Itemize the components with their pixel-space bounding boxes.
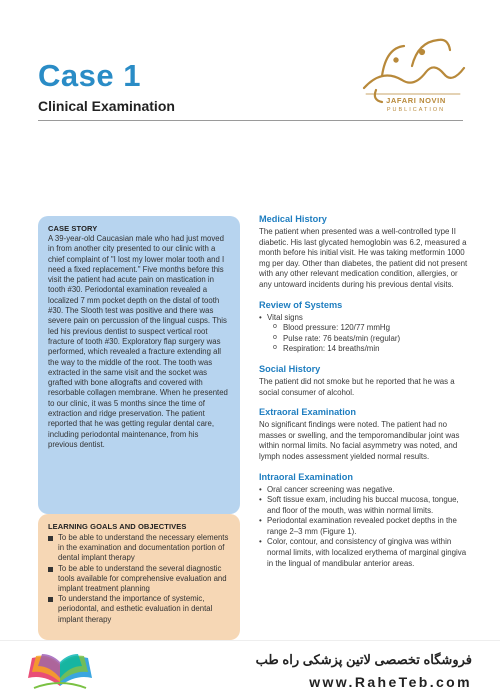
case-story-text: A 39-year-old Caucasian male who had just moved in from another city presented to our clinic with a chief complaint of "I lost my lower molar tooth and I need a fixed replacement." Five months before this visit the patient had acute pain on mastication in tooth #30. Periodontal examination revealed a localized 7 mm pocket depth on the distal of tooth #30. The Slooth test was positive and there was severe pain on percussion of the lingual cusps. This led his previous dentist to suspect vertical root fracture of tooth #30. Exploratory flap surgery was performed, which revealed a fracture extending all the way to the middle of the root. The tooth was extracted in the same visit and the socket was grafted with bone allografts and covered with resorbable collagen membrane. When he presented to our clinic, it was 5 months since the time of extraction and ridge preservation. The patient reported that he was getting regular dental care, including periodontal maintenance, from his previous dentist. <box>48 234 228 449</box>
logo-publication: PUBLICATION <box>386 107 446 113</box>
extraoral-exam-section <box>259 407 471 462</box>
section-heading: Intraoral Examination <box>259 471 353 482</box>
vital-signs-label: Vital signs <box>267 312 303 322</box>
sub-list-item: o Pulse rate: 76 beats/min (regular) <box>267 334 471 345</box>
social-history-section <box>259 364 471 398</box>
review-of-systems-section <box>259 300 471 355</box>
list-item: • Periodontal examination revealed pocket depths in the range 2–3 mm (Figure 1). <box>259 516 471 537</box>
list-item: • Oral cancer screening was negative. <box>259 485 471 496</box>
section-text: The patient did not smoke but he reported that he was a social consumer of alcohol. <box>259 376 455 397</box>
case-title: Case 1 <box>38 58 141 93</box>
learning-goals-box <box>38 514 240 640</box>
goal-item: To be able to understand the several diagnostic tools available for comprehensive evaluation and implant treatment planning <box>48 564 230 595</box>
right-column <box>259 214 471 578</box>
logo-name: JAFARI NOVIN <box>386 96 446 105</box>
title-divider <box>38 120 463 121</box>
bullet-list <box>259 485 471 570</box>
sub-list-item: o Blood pressure: 120/77 mmHg <box>267 323 471 334</box>
case-subtitle: Clinical Examination <box>38 98 175 114</box>
sub-list <box>267 323 471 355</box>
list-item: • Soft tissue exam, including his buccal mucosa, tongue, and floor of the mouth, was within normal limits. <box>259 495 471 516</box>
goal-item: To understand the importance of systemic, periodontal, and esthetic evaluation in dental implant therapy <box>48 594 230 625</box>
footer-url: www.RaheTeb.com <box>309 674 472 690</box>
list-item: • Color, contour, and consistency of gingiva was within normal limits, with localized erythema of marginal gingiva in the lingual of mandibular anterior areas. <box>259 537 471 569</box>
section-heading: Medical History <box>259 214 327 224</box>
section-text: The patient when presented was a well-controlled type II diabetic. His last glycated hemoglobin was 6.2, measured a month before his initial visit. He was taking metformin 1000 mg per day. Other than diabetes, the patient did not present with any other relevant medication condition, allergies, or any untoward incidents during his previous dental visits. <box>259 227 468 289</box>
bullet-list <box>259 313 471 355</box>
open-book-icon <box>24 648 96 692</box>
section-text: No significant findings were noted. The patient had no masses or swelling, and the temporomandibular joint was within normal limits. No facial asymmetry was noted, and lymph nodes assessment yielded normal results. <box>259 420 460 461</box>
medical-history-section <box>259 214 471 291</box>
footer-persian-text: فروشگاه تخصصی لاتین پزشکی راه طب <box>255 652 472 667</box>
list-item <box>259 313 471 355</box>
section-heading: Extraoral Examination <box>259 407 357 418</box>
sub-list-item: o Respiration: 14 breaths/min <box>267 344 471 355</box>
section-heading: Social History <box>259 363 321 374</box>
intraoral-exam-section <box>259 472 471 570</box>
section-heading: Review of Systems <box>259 299 343 310</box>
learning-goals-list <box>48 533 230 625</box>
goal-item: To be able to understand the necessary elements in the examination and documentation portion of dental implant therapy <box>48 533 230 564</box>
case-story-box <box>38 216 240 514</box>
case-story-label: CASE STORY <box>48 224 98 233</box>
learning-goals-label: LEARNING GOALS AND OBJECTIVES <box>48 522 187 531</box>
